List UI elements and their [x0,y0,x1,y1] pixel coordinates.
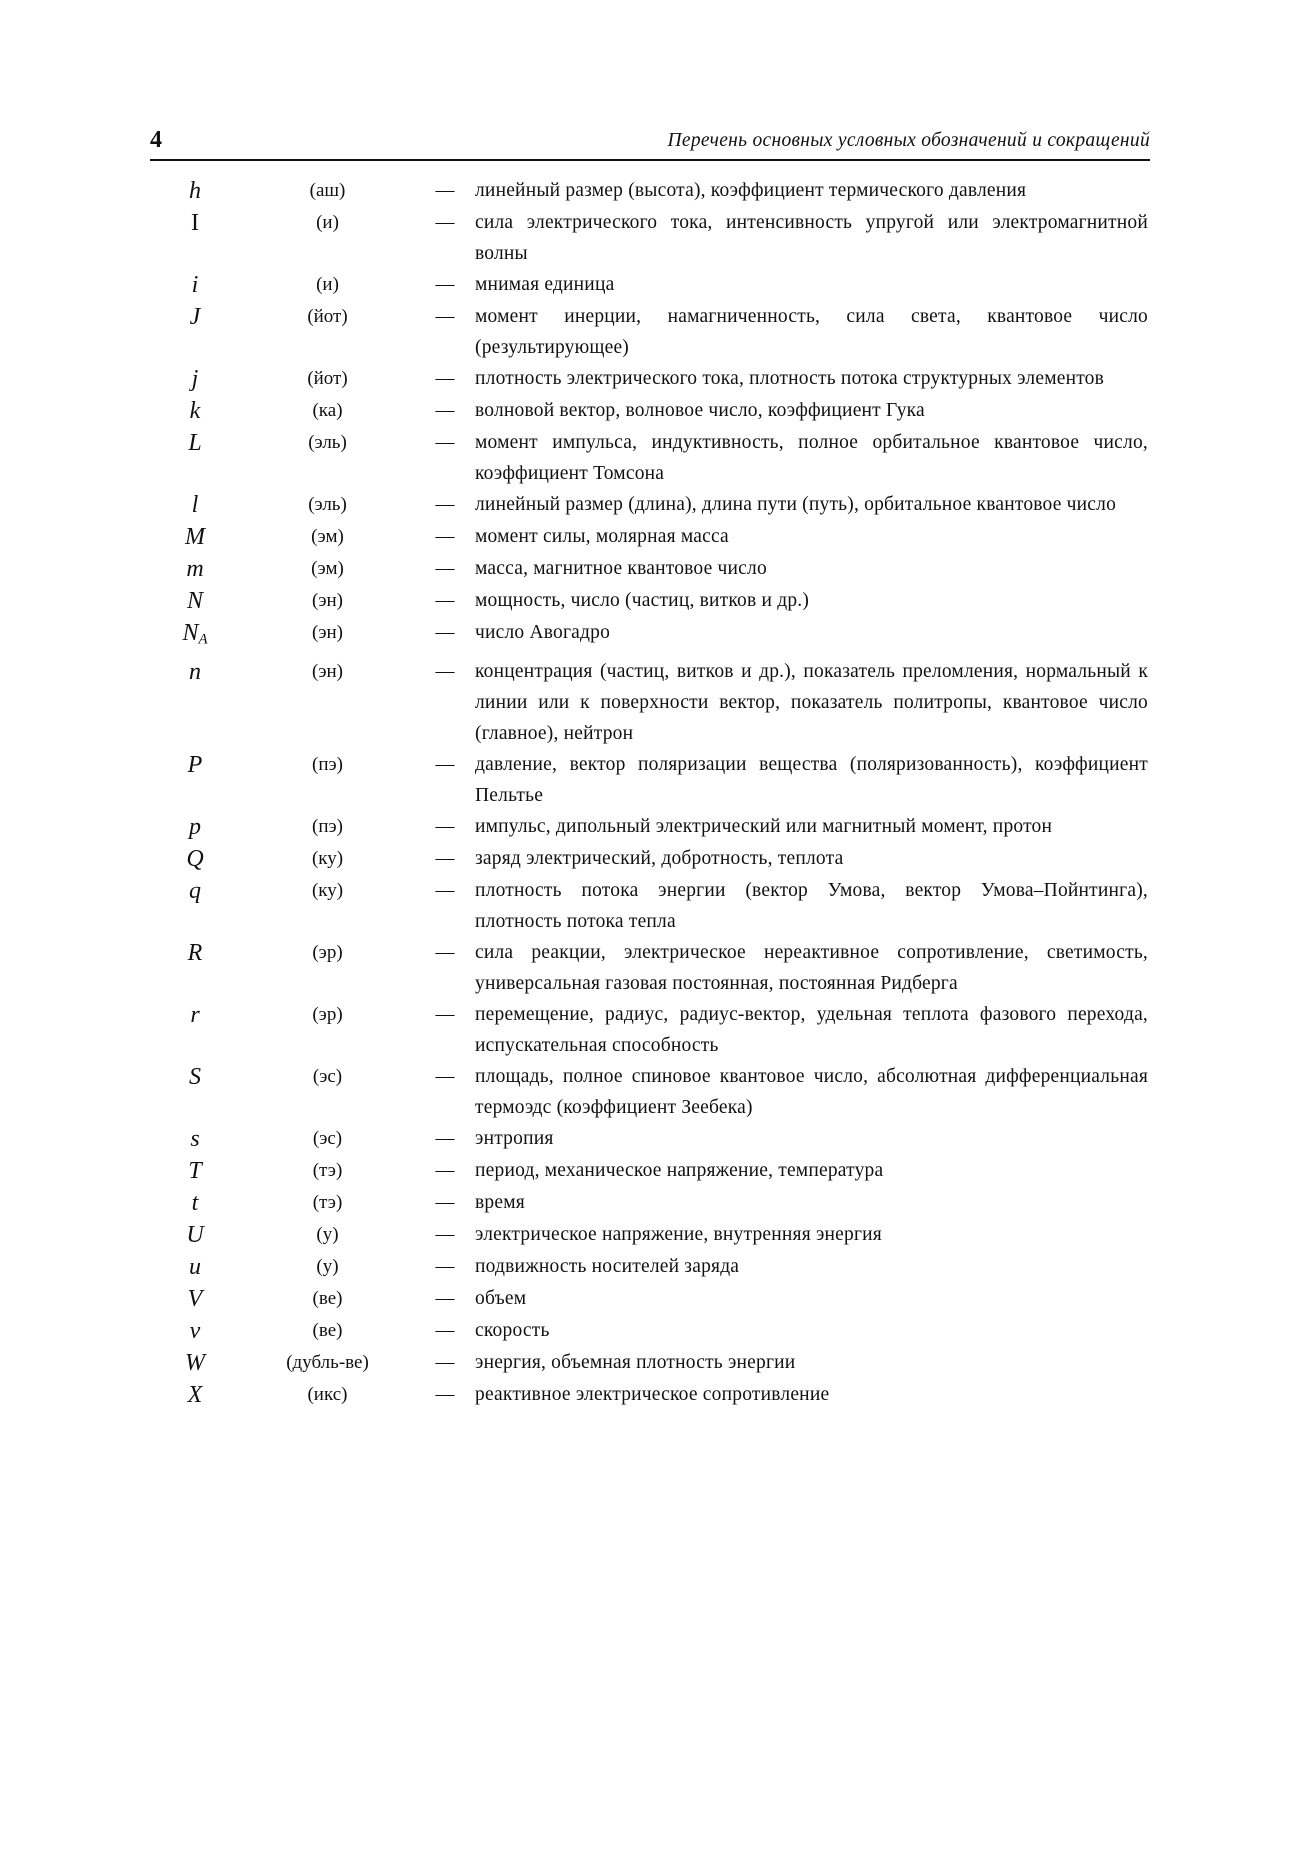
glossary-dash: — [435,400,455,421]
glossary-definition: момент импульса, индуктивность, полное орбитальное квантовое число, коэффициент Томсона [475,432,1148,484]
glossary-reading: (эн) [312,590,343,611]
glossary-reading: (эр) [312,941,343,963]
glossary-symbol: s [190,1125,200,1152]
glossary-symbol: R [187,939,203,966]
glossary-row [150,1219,1150,1251]
glossary-reading: (йот) [307,306,348,327]
glossary-definition: реактивное электрическое сопротивление [475,1383,830,1405]
glossary-definition: мощность, число (частиц, витков и др.) [475,590,810,611]
glossary-definition: перемещение, радиус, радиус-вектор, удельная теплота фазового перехода, испускательная способность [475,1003,1148,1056]
glossary-symbol: X [187,1381,203,1408]
glossary-reading: (ку) [311,847,344,869]
glossary-dash: — [435,1065,455,1087]
glossary-reading: (икс) [307,1383,348,1405]
glossary-symbol: v [189,1317,201,1344]
glossary-row [150,585,1150,617]
glossary-row [150,875,1150,937]
glossary-definition: энергия, объемная плотность энергии [475,1351,796,1373]
glossary-dash: — [435,660,455,682]
glossary-symbol: V [187,1285,203,1312]
glossary-symbol: U [186,1221,204,1248]
glossary-symbol: J [189,304,201,330]
glossary-row [150,1251,1150,1283]
glossary-row [150,427,1150,489]
glossary-reading: (эн) [312,622,343,643]
glossary-row [150,1061,1150,1123]
glossary-dash: — [435,815,455,837]
glossary-reading: (эр) [312,1003,343,1025]
glossary-dash: — [435,1223,455,1245]
glossary-symbol: S [189,1063,201,1090]
glossary-definition: подвижность носителей заряда [475,1255,740,1277]
glossary-reading: (йот) [307,368,348,389]
glossary-row [150,175,1150,207]
glossary-symbol: k [189,398,201,424]
glossary-symbol: q [189,877,201,904]
glossary-definition: линейный размер (длина), длина пути (путь), орбитальное квантовое число [475,494,1117,515]
glossary-definition: сила реакции, электрическое нереактивное сопротивление, светимость, универсальная газовая постоянная, постоянная Ридберга [475,941,1148,994]
glossary-row [150,1379,1150,1411]
glossary-definition: давление, вектор поляризации вещества (поляризованность), коэффициент Пельтье [475,753,1148,806]
glossary-symbol: l [191,492,199,518]
glossary-reading: (ве) [312,1287,343,1309]
glossary-symbol: I [191,210,199,236]
glossary-definition: импульс, дипольный электрический или магнитный момент, протон [475,815,1053,837]
glossary-dash: — [435,274,455,295]
glossary-symbol: N [186,588,203,614]
glossary-row [150,1315,1150,1347]
glossary-dash: — [435,1383,455,1405]
glossary-reading: (и) [316,274,339,295]
glossary-definition: момент инерции, намагниченность, сила света, квантовое число (результирующее) [475,306,1148,358]
glossary-dash: — [435,212,455,233]
glossary-dash: — [435,494,455,515]
glossary-dash: — [435,1159,455,1181]
glossary-dash: — [435,590,455,611]
glossary-reading: (эль) [308,494,347,515]
glossary-symbol: j [191,366,199,392]
glossary-definition: мнимая единица [475,274,615,295]
glossary-reading: (тэ) [312,1191,343,1213]
glossary-symbol: t [191,1189,199,1216]
glossary-symbol: n [189,658,201,685]
glossary-reading: (эн) [312,660,343,682]
glossary-reading: (эс) [312,1127,343,1149]
glossary-dash: — [435,941,455,963]
glossary-dash: — [435,1127,455,1149]
glossary-dash: — [435,1255,455,1277]
glossary-definition: энтропия [475,1127,554,1149]
glossary-dash: — [435,558,455,579]
glossary-row [150,749,1150,811]
glossary-reading: (у) [316,1223,339,1245]
glossary-row [150,521,1150,553]
glossary-definition: сила электрического тока, интенсивность упругой или электромагнитной волны [475,212,1148,264]
running-title: Перечень основных условных обозначений и сокращений [667,130,1150,151]
glossary-row [150,553,1150,585]
glossary-symbol: T [188,1157,202,1184]
glossary-dash: — [435,879,455,901]
glossary-reading: (эм) [311,526,344,547]
glossary-symbol: Q [186,845,204,872]
header-divider [150,159,1150,161]
glossary-reading: (эль) [308,432,347,453]
glossary-definition: скорость [475,1319,550,1341]
glossary-row [150,395,1150,427]
glossary-dash: — [435,622,455,643]
glossary-row [150,489,1150,521]
glossary-reading: (пэ) [312,815,343,837]
glossary-definition: концентрация (частиц, витков и др.), показатель преломления, нормальный к линии или к поверхности вектор, показатель политропы, квантовое число (главное), нейтрон [475,660,1148,744]
glossary-definition: масса, магнитное квантовое число [475,558,767,579]
glossary-dash: — [435,526,455,547]
glossary-dash: — [435,432,455,453]
page-header [150,128,1150,164]
glossary-definition: момент силы, молярная масса [475,526,729,547]
glossary-dash: — [435,368,455,389]
glossary-row [150,1155,1150,1187]
glossary-symbol: P [187,751,203,778]
glossary-definition: площадь, полное спиновое квантовое число, абсолютная дифференциальная термоэдс (коэффициент Зеебека) [475,1065,1148,1118]
glossary-row [150,363,1150,395]
glossary-dash: — [435,1191,455,1213]
glossary-definition: линейный размер (высота), коэффициент термического давления [475,180,1027,201]
glossary-dash: — [435,1319,455,1341]
glossary-row [150,999,1150,1061]
glossary-symbol: $N_A$ [182,620,208,648]
glossary-row [150,1123,1150,1155]
glossary-row [150,301,1150,363]
glossary-row [150,1347,1150,1379]
glossary-symbol: m [186,556,204,582]
glossary-dash: — [435,1287,455,1309]
glossary-definition: период, механическое напряжение, температура [475,1159,884,1181]
glossary-reading: (и) [316,212,339,233]
glossary-symbol: u [189,1253,201,1280]
glossary-definition: объем [475,1287,527,1309]
glossary-reading: (ве) [312,1319,343,1341]
glossary-symbol: r [190,1001,200,1028]
glossary-reading: (тэ) [312,1159,343,1181]
glossary-table [150,175,1150,1411]
glossary-reading: (у) [316,1255,339,1277]
glossary-row [150,937,1150,999]
glossary-definition: время [475,1191,525,1213]
glossary-reading: (дубль-ве) [286,1351,369,1373]
glossary-row [150,1283,1150,1315]
glossary-symbol: W [185,1349,205,1376]
glossary-dash: — [435,847,455,869]
glossary-definition: волновой вектор, волновое число, коэффициент Гука [475,400,925,421]
glossary-row [150,269,1150,301]
glossary-dash: — [435,1003,455,1025]
glossary-symbol: h [189,178,201,204]
glossary-symbol: i [191,272,199,298]
glossary-row [150,207,1150,269]
glossary-reading: (пэ) [312,753,343,775]
glossary-definition: заряд электрический, добротность, теплота [475,847,844,869]
glossary-reading: (ка) [312,400,343,421]
glossary-row [150,1187,1150,1219]
glossary-symbol: p [189,813,201,840]
glossary-dash: — [435,1351,455,1373]
glossary-dash: — [435,753,455,775]
glossary-reading: (аш) [309,180,346,201]
glossary-dash: — [435,180,455,201]
glossary-reading: (эм) [311,558,344,579]
glossary-symbol: L [188,430,202,456]
glossary-definition: электрическое напряжение, внутренняя энергия [475,1223,882,1245]
glossary-reading: (ку) [311,879,344,901]
glossary-row [150,617,1150,656]
glossary-definition: плотность потока энергии (вектор Умова, вектор Умова–Пойнтинга), плотность потока тепла [475,879,1148,932]
page-number: 4 [150,127,162,153]
glossary-row [150,811,1150,843]
glossary-definition: число Авогадро [475,622,611,643]
glossary-row [150,656,1150,749]
glossary-definition: плотность электрического тока, плотность потока структурных элементов [475,368,1105,389]
glossary-reading: (эс) [312,1065,343,1087]
glossary-symbol: M [185,524,205,550]
glossary-dash: — [435,306,455,327]
glossary-row [150,843,1150,875]
